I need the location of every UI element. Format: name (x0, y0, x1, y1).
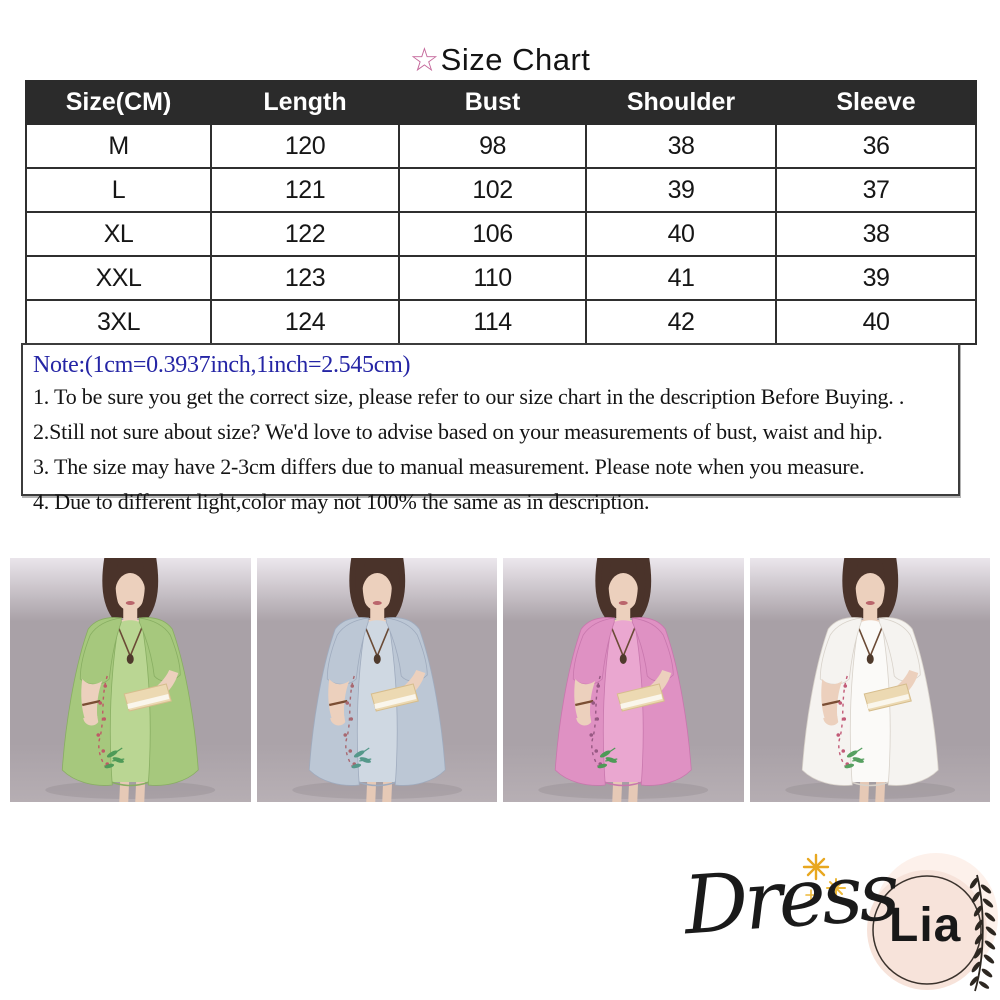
note-line-2: 2.Still not sure about size? We'd love to advise based on your measurements of bust, waist and hip. (33, 419, 883, 444)
dress-model-illustration (257, 558, 498, 802)
cell-sleeve: 37 (776, 168, 976, 212)
star-icon: ☆ (409, 41, 440, 78)
column-header-bust: Bust (399, 81, 586, 124)
column-header-sleeve: Sleeve (776, 81, 976, 124)
dress-model-illustration (503, 558, 744, 802)
column-header-size: Size(CM) (26, 81, 211, 124)
cell-bust: 102 (399, 168, 586, 212)
cell-length: 122 (211, 212, 399, 256)
cell-length: 123 (211, 256, 399, 300)
logo-bold-text: Lia (889, 899, 962, 952)
cell-shoulder: 42 (586, 300, 776, 344)
dress-model-illustration (750, 558, 991, 802)
cell-bust: 98 (399, 124, 586, 168)
cell-size: M (26, 124, 211, 168)
logo-script-text: Dress (680, 844, 899, 953)
note-line-1: 1. To be sure you get the correct size, please refer to our size chart in the description Before Buying. . (33, 384, 905, 409)
table-row-3xl (26, 300, 976, 344)
cell-length: 121 (211, 168, 399, 212)
product-photos-row (10, 558, 990, 802)
laurel-branch-icon (968, 875, 997, 991)
cell-shoulder: 41 (586, 256, 776, 300)
size-chart-table (25, 80, 977, 345)
page-title (0, 40, 1000, 79)
cell-length: 124 (211, 300, 399, 344)
cell-length: 120 (211, 124, 399, 168)
table-header-row (26, 81, 976, 124)
page-title-text: Size Chart (440, 42, 591, 77)
cell-size: XL (26, 212, 211, 256)
cell-bust: 106 (399, 212, 586, 256)
cell-size: L (26, 168, 211, 212)
column-header-shoulder: Shoulder (586, 81, 776, 124)
cell-bust: 110 (399, 256, 586, 300)
product-photo-white-dress (750, 558, 991, 802)
cell-size: XXL (26, 256, 211, 300)
cell-bust: 114 (399, 300, 586, 344)
dress-model-illustration (10, 558, 251, 802)
cell-size: 3XL (26, 300, 211, 344)
cell-shoulder: 39 (586, 168, 776, 212)
unit-conversion-note: Note:(1cm=0.3937inch,1inch=2.545cm) (33, 352, 411, 378)
product-photo-green-dress (10, 558, 251, 802)
brand-logo (680, 844, 998, 997)
notes-panel (21, 343, 960, 514)
product-photo-pink-dress (503, 558, 744, 802)
cell-sleeve: 40 (776, 300, 976, 344)
cell-shoulder: 40 (586, 212, 776, 256)
cell-sleeve: 39 (776, 256, 976, 300)
table-row-m (26, 124, 976, 168)
table-row-xxl (26, 256, 976, 300)
table-row-l (26, 168, 976, 212)
cell-shoulder: 38 (586, 124, 776, 168)
note-line-4: 4. Due to different light,color may not 100% the same as in description. (33, 489, 650, 514)
product-photo-gray-dress (257, 558, 498, 802)
column-header-length: Length (211, 81, 399, 124)
cell-sleeve: 36 (776, 124, 976, 168)
table-row-xl (26, 212, 976, 256)
note-line-3: 3. The size may have 2-3cm differs due to manual measurement. Please note when you measure. (33, 454, 865, 479)
cell-sleeve: 38 (776, 212, 976, 256)
